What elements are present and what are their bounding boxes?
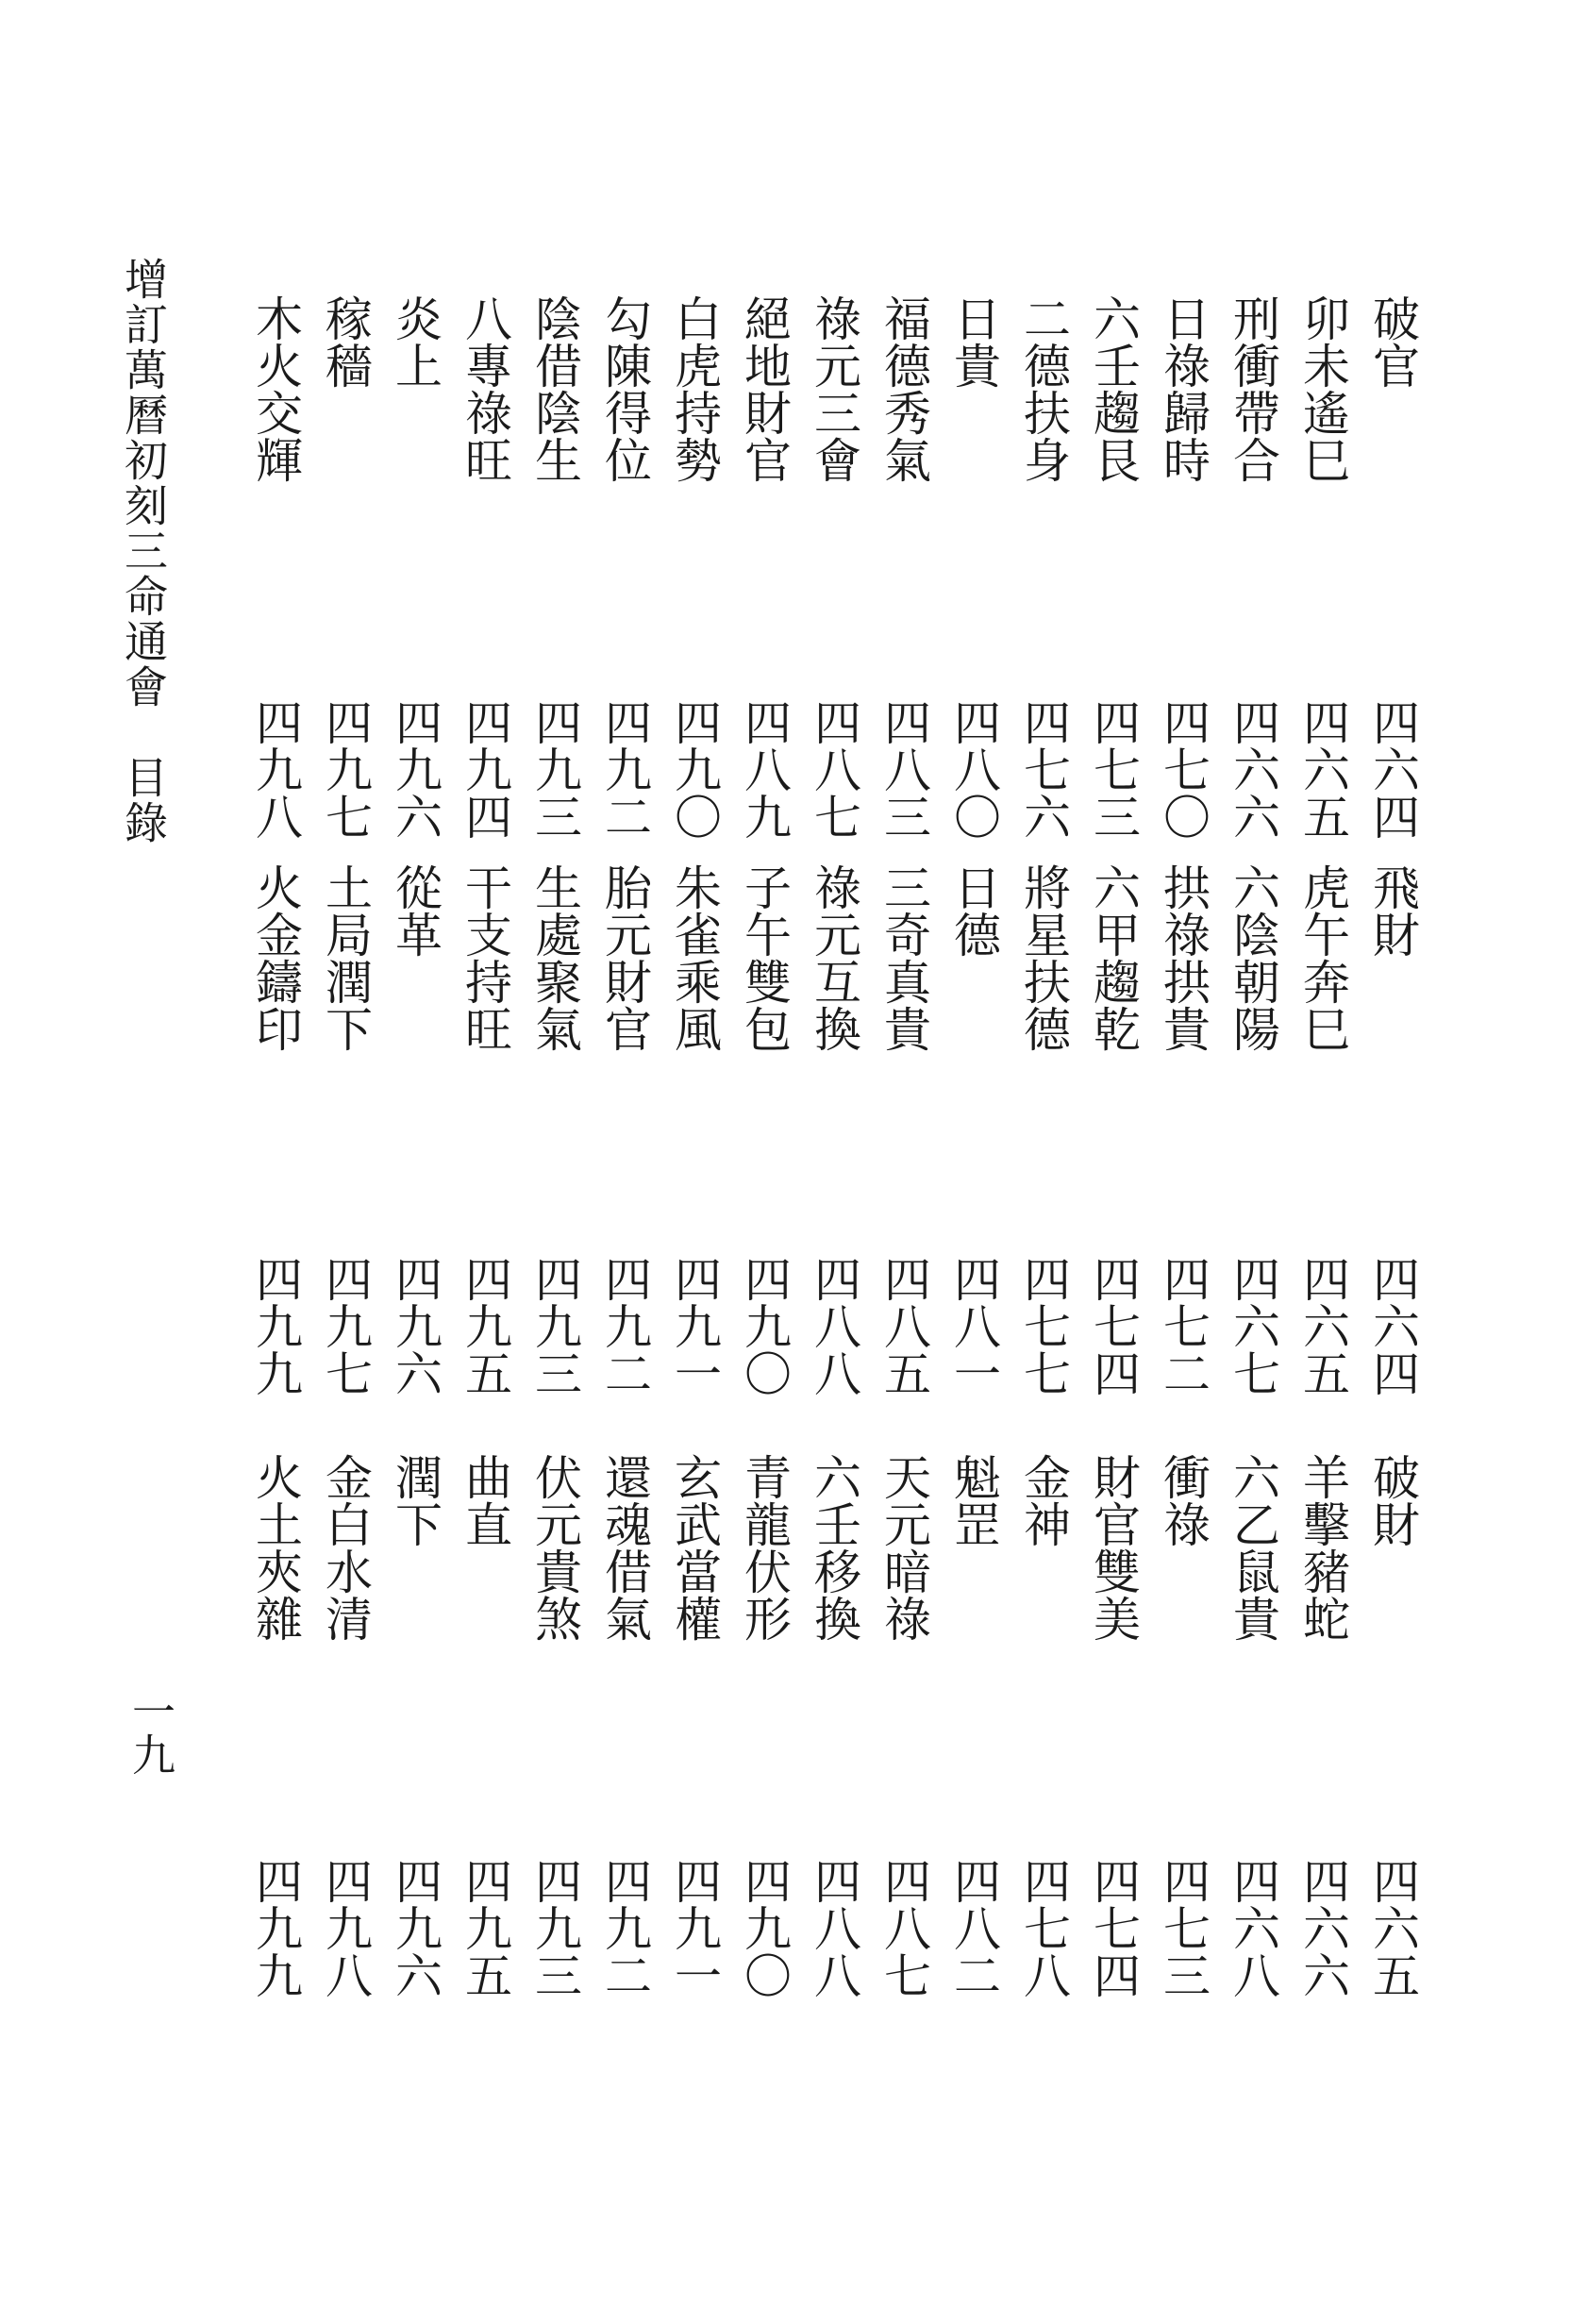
toc-row — [870, 0, 938, 2324]
toc-entry-page: 四九一 — [667, 1255, 722, 1396]
toc-row — [451, 0, 519, 2324]
toc-entry-page: 四九九 — [248, 1857, 303, 1998]
toc-entry-page: 四七四 — [1086, 1255, 1141, 1396]
toc-entry-page: 四九四 — [458, 698, 512, 840]
toc-entry-page: 四八七 — [877, 1857, 931, 1998]
toc-entry-title[interactable]: 羊擊豬蛇 — [1295, 1453, 1350, 1642]
toc-entry-title[interactable]: 玄武當權 — [667, 1453, 722, 1642]
toc-entry-title[interactable]: 曲直 — [458, 1453, 512, 1547]
toc-entry-page: 四九七 — [318, 1255, 373, 1396]
toc-entry-title[interactable]: 火金鑄印 — [248, 863, 303, 1052]
toc-entry-page: 四八三 — [877, 698, 931, 840]
toc-entry-title[interactable]: 還魂借氣 — [597, 1453, 652, 1642]
toc-entry-title[interactable]: 日祿歸時 — [1156, 294, 1211, 483]
toc-entry-page: 四六六 — [1295, 1857, 1350, 1998]
toc-row — [381, 0, 449, 2324]
toc-entry-title[interactable]: 木火交輝 — [248, 294, 303, 483]
toc-entry-title[interactable]: 祿元互換 — [807, 863, 861, 1052]
toc-entry-page: 四九八 — [248, 698, 303, 840]
toc-entry-page: 四九三 — [527, 1857, 582, 1998]
page-number: 一九 — [125, 1689, 176, 1776]
toc-entry-page: 四七四 — [1086, 1857, 1141, 1998]
toc-entry-page: 四九一 — [667, 1857, 722, 1998]
running-title: 增訂萬曆初刻三命通會 目錄 — [118, 257, 169, 845]
toc-entry-title[interactable]: 三奇真貴 — [877, 863, 931, 1052]
toc-row — [1010, 0, 1077, 2324]
toc-entry-title[interactable]: 勾陳得位 — [597, 294, 652, 483]
toc-entry-page: 四六七 — [1226, 1255, 1280, 1396]
toc-row — [800, 0, 868, 2324]
toc-entry-page: 四八八 — [807, 1255, 861, 1396]
toc-entry-page: 四九三 — [527, 698, 582, 840]
toc-entry-page: 四六六 — [1226, 698, 1280, 840]
toc-entry-title[interactable]: 刑衝帶合 — [1226, 294, 1280, 483]
toc-entry-page: 四七三 — [1156, 1857, 1211, 1998]
toc-entry-title[interactable]: 六壬趨艮 — [1086, 294, 1141, 483]
toc-entry-page: 四七八 — [1016, 1857, 1071, 1998]
toc-row — [660, 0, 728, 2324]
toc-row — [242, 0, 309, 2324]
toc-entry-page: 四八二 — [946, 1857, 1001, 1998]
toc-entry-title[interactable]: 拱祿拱貴 — [1156, 863, 1211, 1052]
toc-entry-page: 四九六 — [388, 698, 443, 840]
toc-entry-title[interactable]: 祿元三會 — [807, 294, 861, 483]
toc-entry-page: 四九二 — [597, 698, 652, 840]
toc-entry-title[interactable]: 日貴 — [946, 294, 1001, 389]
toc-entry-title[interactable]: 飛財 — [1365, 863, 1420, 958]
toc-entry-title[interactable]: 生處聚氣 — [527, 863, 582, 1052]
toc-entry-page: 四六四 — [1365, 1255, 1420, 1396]
toc-entry-page: 四八五 — [877, 1255, 931, 1396]
toc-entry-title[interactable]: 白虎持勢 — [667, 294, 722, 483]
toc-entry-page: 四九九 — [248, 1255, 303, 1396]
toc-entry-title[interactable]: 金白水清 — [318, 1453, 373, 1642]
toc-entry-title[interactable]: 青龍伏形 — [737, 1453, 792, 1642]
toc-entry-title[interactable]: 胎元財官 — [597, 863, 652, 1052]
toc-entry-title[interactable]: 魁罡 — [946, 1453, 1001, 1547]
toc-entry-title[interactable]: 日德 — [946, 863, 1001, 958]
toc-entry-title[interactable]: 潤下 — [388, 1453, 443, 1547]
toc-entry-page: 四七三 — [1086, 698, 1141, 840]
toc-entry-page: 四九〇 — [737, 1255, 792, 1396]
toc-entry-title[interactable]: 從革 — [388, 863, 443, 958]
toc-entry-page: 四九五 — [458, 1255, 512, 1396]
toc-entry-page: 四九〇 — [737, 1857, 792, 1998]
toc-entry-page: 四六四 — [1365, 698, 1420, 840]
toc-entry-title[interactable]: 衝祿 — [1156, 1453, 1211, 1547]
toc-entry-title[interactable]: 伏元貴煞 — [527, 1453, 582, 1642]
toc-entry-title[interactable]: 虎午奔巳 — [1295, 863, 1350, 1052]
toc-entry-page: 四八一 — [946, 1255, 1001, 1396]
toc-entry-title[interactable]: 六壬移換 — [807, 1453, 861, 1642]
toc-entry-title[interactable]: 絕地財官 — [737, 294, 792, 483]
toc-entry-title[interactable]: 炎上 — [388, 294, 443, 389]
toc-entry-title[interactable]: 破官 — [1365, 294, 1420, 389]
toc-entry-title[interactable]: 卯未遙巳 — [1295, 294, 1350, 483]
toc-entry-title[interactable]: 八專祿旺 — [458, 294, 512, 483]
toc-row — [940, 0, 1008, 2324]
toc-entry-title[interactable]: 財官雙美 — [1086, 1453, 1141, 1642]
toc-entry-title[interactable]: 二德扶身 — [1016, 294, 1071, 483]
toc-entry-title[interactable]: 干支持旺 — [458, 863, 512, 1052]
toc-row — [591, 0, 659, 2324]
toc-entry-page: 四七六 — [1016, 698, 1071, 840]
toc-entry-page: 四九二 — [597, 1255, 652, 1396]
toc-entry-title[interactable]: 破財 — [1365, 1453, 1420, 1547]
toc-row — [1079, 0, 1147, 2324]
toc-row — [1359, 0, 1427, 2324]
toc-entry-title[interactable]: 金神 — [1016, 1453, 1071, 1547]
toc-row — [311, 0, 379, 2324]
toc-row — [1289, 0, 1357, 2324]
toc-entry-page: 四九八 — [318, 1857, 373, 1998]
toc-entry-page: 四六五 — [1365, 1857, 1420, 1998]
toc-row — [1149, 0, 1217, 2324]
toc-entry-title[interactable]: 六甲趨乾 — [1086, 863, 1141, 1052]
toc-entry-title[interactable]: 火土夾雜 — [248, 1453, 303, 1642]
toc-entry-title[interactable]: 朱雀乘風 — [667, 863, 722, 1052]
toc-entry-page: 四九六 — [388, 1857, 443, 1998]
toc-entry-title[interactable]: 六乙鼠貴 — [1226, 1453, 1280, 1642]
toc-entry-page: 四八九 — [737, 698, 792, 840]
toc-entry-page: 四九五 — [458, 1857, 512, 1998]
toc-entry-page: 四九七 — [318, 698, 373, 840]
toc-entry-title[interactable]: 福德秀氣 — [877, 294, 931, 483]
toc-entry-page: 四六五 — [1295, 698, 1350, 840]
toc-entry-title[interactable]: 將星扶德 — [1016, 863, 1071, 1052]
toc-entry-title[interactable]: 陰借陰生 — [527, 294, 582, 483]
toc-entry-title[interactable]: 六陰朝陽 — [1226, 863, 1280, 1052]
toc-row — [1219, 0, 1287, 2324]
toc-entry-page: 四八八 — [807, 1857, 861, 1998]
toc-entry-page: 四八七 — [807, 698, 861, 840]
toc-entry-page: 四九二 — [597, 1857, 652, 1998]
toc-entry-page: 四六五 — [1295, 1255, 1350, 1396]
toc-entry-page: 四七七 — [1016, 1255, 1071, 1396]
toc-entry-page: 四七〇 — [1156, 698, 1211, 840]
toc-entry-page: 四九〇 — [667, 698, 722, 840]
toc-entry-title[interactable]: 稼穡 — [318, 294, 373, 389]
toc-entry-title[interactable]: 天元暗祿 — [877, 1453, 931, 1642]
toc-row — [521, 0, 589, 2324]
toc-row — [730, 0, 798, 2324]
toc-entry-page: 四八〇 — [946, 698, 1001, 840]
toc-entry-page: 四九三 — [527, 1255, 582, 1396]
toc-entry-title[interactable]: 土局潤下 — [318, 863, 373, 1052]
toc-entry-page: 四六八 — [1226, 1857, 1280, 1998]
toc-entry-title[interactable]: 子午雙包 — [737, 863, 792, 1052]
toc-entry-page: 四七二 — [1156, 1255, 1211, 1396]
toc-entry-page: 四九六 — [388, 1255, 443, 1396]
